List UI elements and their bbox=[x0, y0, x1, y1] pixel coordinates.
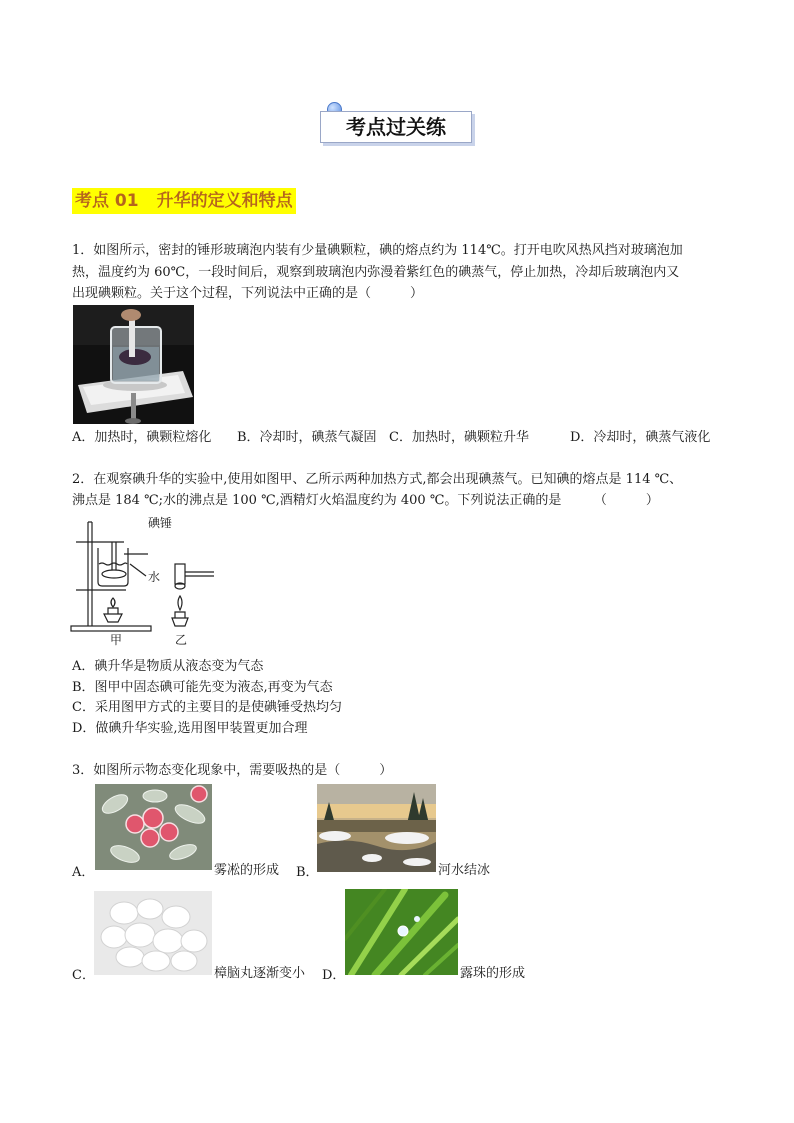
q2-label-jia: 甲 bbox=[110, 633, 123, 647]
q1-option-b: B．冷却时，碘蒸气凝固 bbox=[237, 430, 377, 445]
section-heading bbox=[72, 188, 296, 214]
q3-option-b-letter: B． bbox=[296, 865, 319, 880]
section-text: 升华的定义和特点 bbox=[156, 191, 293, 211]
q3-option-c-letter: C． bbox=[72, 968, 95, 983]
q2-option-a: A．碘升华是物质从液态变为气态 bbox=[72, 659, 264, 674]
q3-option-a-text: 雾凇的形成 bbox=[214, 863, 280, 878]
q1-iodine-beaker-photo bbox=[73, 305, 194, 424]
q1-line-3: 出现碘颗粒。关于这个过程，下列说法中正确的是（ ） bbox=[72, 286, 424, 301]
q1-option-d: D．冷却时，碘蒸气液化 bbox=[570, 430, 711, 445]
q2-label-iodine-hammer: 碘锤 bbox=[148, 516, 173, 530]
page-title: 考点过关练 bbox=[320, 111, 472, 143]
q2-label-yi: 乙 bbox=[175, 633, 188, 647]
q2-option-c: C．采用图甲方式的主要目的是使碘锤受热均匀 bbox=[72, 700, 342, 715]
q2-option-b: B．图甲中固态碘可能先变为液态,再变为气态 bbox=[72, 680, 333, 695]
section-label: 考点 01 bbox=[75, 191, 139, 211]
q3-option-b-text: 河水结冰 bbox=[438, 863, 491, 878]
q3-photo-mothballs bbox=[94, 891, 212, 975]
q2-line-1: 2．在观察碘升华的实验中,使用如图甲、乙所示两种加热方式,都会出现碘蒸气。已知碘的熔点是 114 ℃、 bbox=[72, 472, 683, 487]
q3-option-c-text: 樟脑丸逐渐变小 bbox=[214, 966, 306, 981]
q3-photo-river-ice bbox=[317, 784, 436, 872]
q3-option-d-letter: D． bbox=[322, 968, 346, 983]
q3-photo-dew bbox=[345, 889, 458, 975]
q2-option-d: D．做碘升华实验,选用图甲装置更加合理 bbox=[72, 721, 308, 736]
q3-photo-rime bbox=[95, 784, 212, 870]
q1-option-c: C．加热时，碘颗粒升华 bbox=[389, 430, 529, 445]
q3-option-d-text: 露珠的形成 bbox=[460, 966, 526, 981]
q3-option-a-letter: A． bbox=[72, 865, 95, 880]
q2-apparatus-diagram bbox=[68, 518, 218, 648]
q1-option-a: A．加热时，碘颗粒熔化 bbox=[72, 430, 212, 445]
q2-line-2: 沸点是 184 ℃;水的沸点是 100 ℃,酒精灯火焰温度约为 400 ℃。下列说法正确的是 （ ） bbox=[72, 493, 659, 508]
q1-line-2: 热，温度约为 60℃，一段时间后，观察到玻璃泡内弥漫着紫红色的碘蒸气，停止加热，冷却后玻璃泡内又 bbox=[72, 265, 680, 280]
q2-label-water: 水 bbox=[148, 570, 161, 584]
q3-line: 3．如图所示物态变化现象中，需要吸热的是（ ） bbox=[72, 763, 393, 778]
q1-line-1: 1．如图所示，密封的锤形玻璃泡内装有少量碘颗粒，碘的熔点约为 114℃。打开电吹风热风挡对玻璃泡加 bbox=[72, 243, 683, 258]
